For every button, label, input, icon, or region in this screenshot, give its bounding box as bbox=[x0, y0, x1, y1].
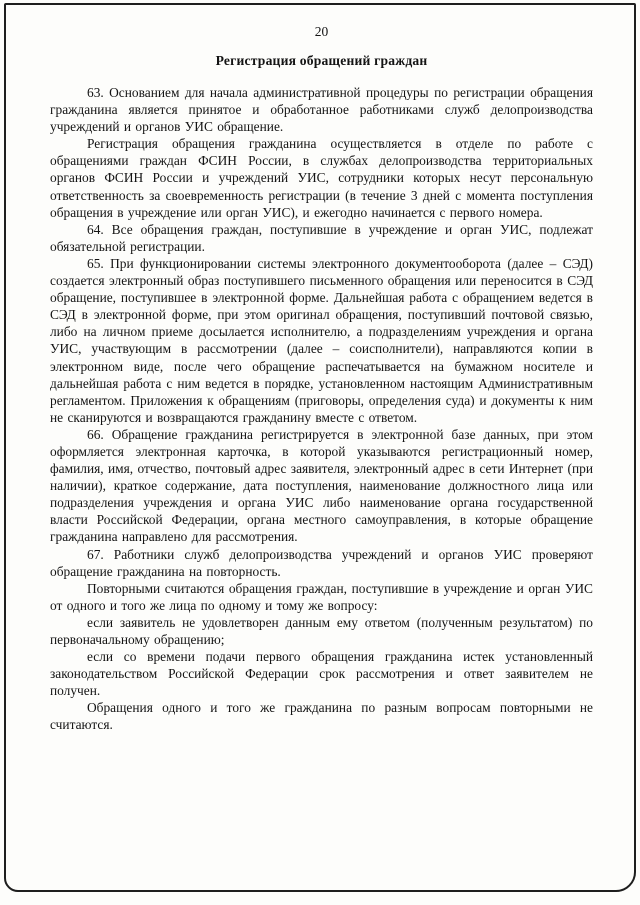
document-body bbox=[50, 84, 593, 734]
paragraph-64: 64. Все обращения граждан, поступившие в учреждение и орган УИС, подлежат обязательной регистрации. bbox=[50, 221, 593, 254]
paragraph-not-repeat: Обращения одного и того же гражданина по разным вопросам повторными не считаются. bbox=[50, 700, 593, 733]
page-content bbox=[50, 24, 593, 734]
paragraph-63: 63. Основанием для начала административной процедуры по регистрации обращения гражданина является принятое и обработанное работниками служб делопроизводства учреждений и органов УИС обращение. bbox=[50, 85, 593, 135]
paragraph-63-continuation: Регистрация обращения гражданина осуществляется в отделе по работе с обращениями граждан ФСИН России, в службах делопроизводства территориальных органов ФСИН России и учреждений УИС, сотрудники которых несут персональную ответственность за своевременность регистрации (в течение 3 дней с момента поступления обращения в учреждение или орган УИС), и ежегодно начинается с первого номера. bbox=[50, 136, 593, 220]
paragraph-65: 65. При функционировании системы электронного документооборота (далее – СЭД) создается электронный образ поступившего письменного обращения или переносится в СЭД обращение, поступившее в электронной форме. Дальнейшая работа с обращением ведется в СЭД в электронной форме, при этом оригинал обращения, поступивший почтовой связью, либо на личном приеме досылается исполнителю, а подразделениям учреждения и органа УИС, участвующим в рассмотрении (далее – соисполнители), направляются копии в электронном виде, после чего обращение распечатывается на бумажном носителе и дальнейшая работа с ним ведется в порядке, установленном настоящим Административным регламентом. Приложения к обращениям (приговоры, определения суда) и документы к ним не сканируются и возвращаются гражданину вместе с ответом. bbox=[50, 255, 593, 425]
paragraph-repeat-definition: Повторными считаются обращения граждан, поступившие в учреждение и орган УИС от одного и того же лица по одному и тому же вопросу: bbox=[50, 580, 593, 613]
paragraph-condition-1: если заявитель не удовлетворен данным ему ответом (полученным результатом) по первоначальному обращению; bbox=[50, 614, 593, 647]
paragraph-condition-2: если со времени подачи первого обращения гражданина истек установленный законодательством Российской Федерации срок рассмотрения и ответ заявителем не получен. bbox=[50, 649, 593, 699]
document-title: Регистрация обращений граждан bbox=[215, 53, 428, 68]
page-number: 20 bbox=[314, 24, 329, 39]
paragraph-66: 66. Обращение гражданина регистрируется в электронной базе данных, при этом оформляется электронная карточка, в которой указываются регистрационный номер, фамилия, имя, отчество, почтовый адрес заявителя, электронный адрес в сети Интернет (при наличии), краткое содержание, дата поступления, наименование должностного лица или подразделения учреждения и органа УИС либо наименование органа государственной власти Российской Федерации, органа местного самоуправления, в которые обращение гражданина направлено для рассмотрения. bbox=[50, 426, 593, 545]
paragraph-67: 67. Работники служб делопроизводства учреждений и органов УИС проверяют обращение гражданина на повторность. bbox=[50, 546, 593, 579]
